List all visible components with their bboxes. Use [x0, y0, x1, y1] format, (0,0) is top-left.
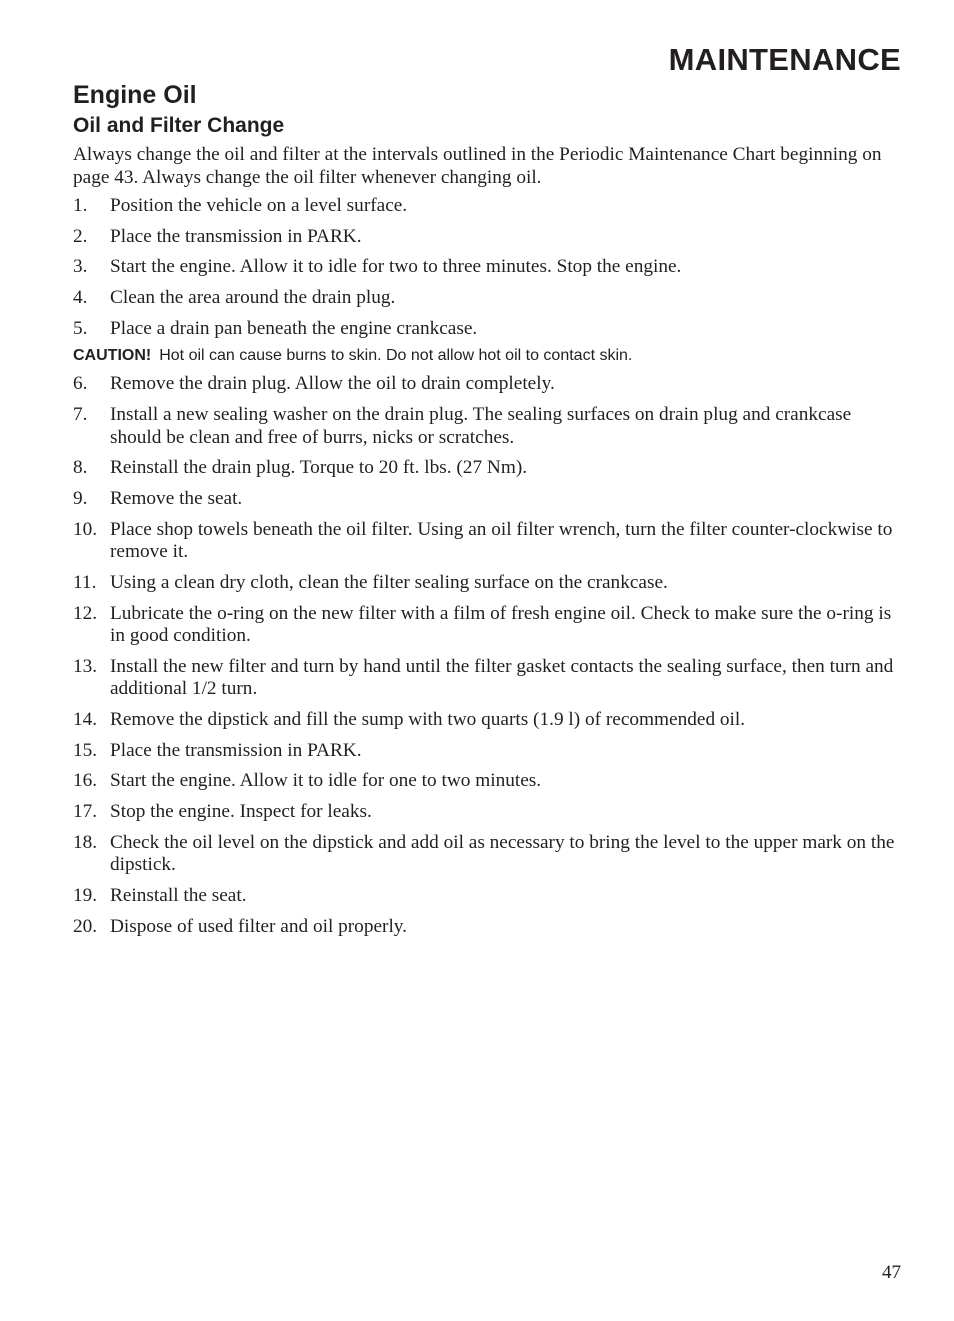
step-number: 15. [73, 739, 98, 761]
caution-text: Hot oil can cause burns to skin. Do not allow hot oil to contact skin. [159, 347, 633, 365]
step-text: Lubricate the o-ring on the new filter with a film of fresh engine oil. Check to make sure the o-ring is in good condition. [110, 602, 892, 647]
list-item [73, 256, 907, 279]
steps-list-a [73, 195, 907, 340]
step-text: Remove the seat. [110, 488, 243, 509]
page-number: 47 [882, 1262, 901, 1283]
step-text: Remove the dipstick and fill the sump with two quarts (1.9 l) of recommended oil. [110, 708, 746, 730]
caution-notice [73, 346, 907, 366]
step-number: 12. [73, 602, 98, 624]
list-item [73, 404, 907, 449]
step-number: 14. [73, 708, 98, 730]
step-text: Place the transmission in PARK. [110, 225, 362, 247]
list-item [73, 226, 907, 249]
caution-label: CAUTION! [73, 347, 152, 365]
step-number: 11. [73, 571, 97, 593]
step-number: 20. [73, 915, 98, 937]
step-text: Place the transmission in PARK. [110, 739, 362, 761]
list-item [73, 916, 907, 939]
step-text: Stop the engine. Inspect for leaks. [110, 801, 372, 822]
list-item [73, 572, 907, 595]
list-item [73, 885, 907, 908]
step-text: Place a drain pan beneath the engine crankcase. [110, 317, 478, 339]
list-item [73, 488, 907, 511]
section-title: MAINTENANCE [668, 42, 901, 77]
list-item [73, 656, 907, 701]
list-item [73, 770, 907, 793]
step-number: 18. [73, 831, 98, 853]
list-item [73, 709, 907, 732]
step-text: Dispose of used filter and oil properly. [110, 915, 408, 937]
list-item [73, 318, 907, 341]
list-item [73, 457, 907, 480]
list-item [73, 603, 907, 648]
step-number: 13. [73, 655, 98, 677]
step-number: 1. [73, 195, 88, 216]
list-item [73, 519, 907, 564]
step-text: Position the vehicle on a level surface. [110, 195, 408, 216]
step-text: Install the new filter and turn by hand until the filter gasket contacts the sealing surface, then turn and additional 1/2 turn. [110, 655, 894, 700]
content-area [73, 78, 907, 946]
step-text: Install a new sealing washer on the drain plug. The sealing surfaces on drain plug and crankcase should be clean and free of burrs, nicks or scratches. [110, 404, 852, 448]
step-text: Reinstall the drain plug. Torque to 20 ft. lbs. (27 Nm). [110, 457, 528, 479]
step-number: 4. [73, 287, 88, 309]
page-subheading: Oil and Filter Change [73, 114, 285, 137]
step-number: 9. [73, 488, 88, 509]
steps-list-b [73, 373, 907, 938]
step-number: 19. [73, 884, 98, 906]
step-text: Using a clean dry cloth, clean the filter sealing surface on the crankcase. [110, 571, 668, 593]
step-number: 8. [73, 457, 88, 479]
step-text: Clean the area around the drain plug. [110, 287, 396, 309]
list-item [73, 832, 907, 877]
step-number: 5. [73, 317, 88, 339]
list-item [73, 373, 907, 396]
step-number: 6. [73, 373, 88, 395]
step-text: Remove the drain plug. Allow the oil to drain completely. [110, 373, 555, 395]
step-number: 10. [73, 518, 98, 540]
step-number: 16. [73, 770, 98, 792]
step-number: 3. [73, 256, 88, 278]
step-number: 7. [73, 404, 88, 426]
list-item [73, 287, 907, 310]
step-text: Check the oil level on the dipstick and add oil as necessary to bring the level to the upper mark on the dipstick. [110, 831, 895, 876]
step-text: Place shop towels beneath the oil filter. Using an oil filter wrench, turn the filter counter-clockwise to remove it. [110, 518, 893, 563]
page-heading: Engine Oil [73, 81, 197, 109]
step-text: Start the engine. Allow it to idle for two to three minutes. Stop the engine. [110, 256, 682, 278]
intro-paragraph: Always change the oil and filter at the intervals outlined in the Periodic Maintenance Chart beginning on page 43. Always change the oil filter whenever changing oil. [73, 144, 882, 188]
step-text: Start the engine. Allow it to idle for one to two minutes. [110, 770, 542, 792]
step-number: 17. [73, 801, 98, 822]
step-number: 2. [73, 225, 88, 247]
list-item [73, 801, 907, 824]
list-item [73, 740, 907, 763]
step-text: Reinstall the seat. [110, 884, 247, 906]
list-item [73, 195, 907, 218]
